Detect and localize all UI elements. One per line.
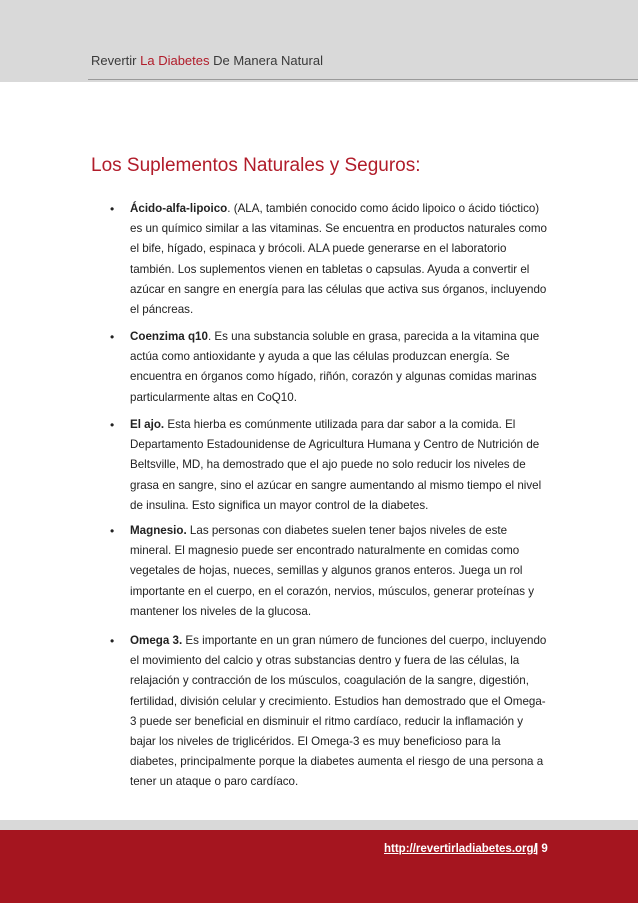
bullet-icon: • (110, 418, 115, 432)
bullet-icon: • (110, 524, 115, 538)
item-term: Ácido-alfa-lipoico (130, 202, 228, 215)
bullet-icon: • (110, 634, 115, 648)
header-title (91, 53, 323, 68)
page-number: | 9 (535, 843, 548, 855)
item-term: Omega 3. (130, 634, 183, 647)
header-accent: La Diabetes (140, 53, 210, 68)
list-item (130, 521, 550, 622)
bullet-icon: • (110, 330, 115, 344)
header-prefix: Revertir (91, 53, 141, 68)
item-term: El ajo. (130, 418, 165, 431)
item-text: . (ALA, también conocido como ácido lipoico o ácido tióctico) es un químico similar a las vitaminas. Se encuentra en productos naturales como el bife, hígado, espinaca y brócoli. ALA puede generarse en el laboratorio también. Los suplementos vienen en tabletas o capsulas. Ayuda a convertir el azúcar en sangre en energía para las células que activa sus órganos, incluyendo el páncreas. (130, 202, 547, 317)
list-item (130, 415, 550, 516)
list-item (130, 631, 550, 793)
list-item (130, 327, 550, 408)
list-item (130, 199, 550, 320)
header-divider (88, 79, 638, 80)
page-footer (0, 830, 638, 903)
header-suffix: De Manera Natural (209, 53, 323, 68)
page-header (0, 0, 638, 82)
footer-band (0, 820, 638, 830)
section-title: Los Suplementos Naturales y Seguros: (91, 155, 421, 176)
item-text: Las personas con diabetes suelen tener bajos niveles de este mineral. El magnesio puede ser encontrado naturalmente en comidas como vegetales de hojas, nueces, semillas y algunos granos enteros. Juega un rol importante en el cuerpo, en el corazón, nervios, músculos, generar proteínas y mantener los niveles de la glucosa. (130, 524, 535, 618)
item-text: Esta hierba es comúnmente utilizada para dar sabor a la comida. El Departamento Estadounidense de Agricultura Humana y Centro de Nutrición de Beltsville, MD, ha demostrado que el ajo puede no solo reducir los niveles de grasa en sangre, sino el azúcar en sangre aumentando al mismo tiempo el nivel de insulina. Esto significa un mayor control de la diabetes. (130, 418, 542, 512)
item-term: Magnesio. (130, 524, 187, 537)
item-text: . Es una substancia soluble en grasa, parecida a la vitamina que actúa como antioxidante y ayuda a que las células produzcan energía. Se encuentra en órganos como hígado, riñón, corazón y algunas comidas marinas particularmente altas en CoQ10. (130, 330, 540, 404)
bullet-icon: • (110, 202, 115, 216)
item-text: Es importante en un gran número de funciones del cuerpo, incluyendo el movimiento del calcio y otras substancias dentro y fuera de las células, la relajación y contracción de los músculos, coagulación de la sangre, digestión, fertilidad, división celular y crecimiento. Estudios han demostrado que el Omega-3 puede ser beneficial en disminuir el ritmo cardíaco, reducir la inflamación y bajar los niveles de triglicéridos. El Omega-3 es muy beneficioso para la diabetes, principalmente porque la diabetes aumenta el riesgo de una persona a tener un ataque o paro cardíaco. (130, 634, 547, 789)
item-term: Coenzima q10 (130, 330, 208, 343)
footer-url-link[interactable]: http://revertirladiabetes.org/ (384, 843, 537, 855)
